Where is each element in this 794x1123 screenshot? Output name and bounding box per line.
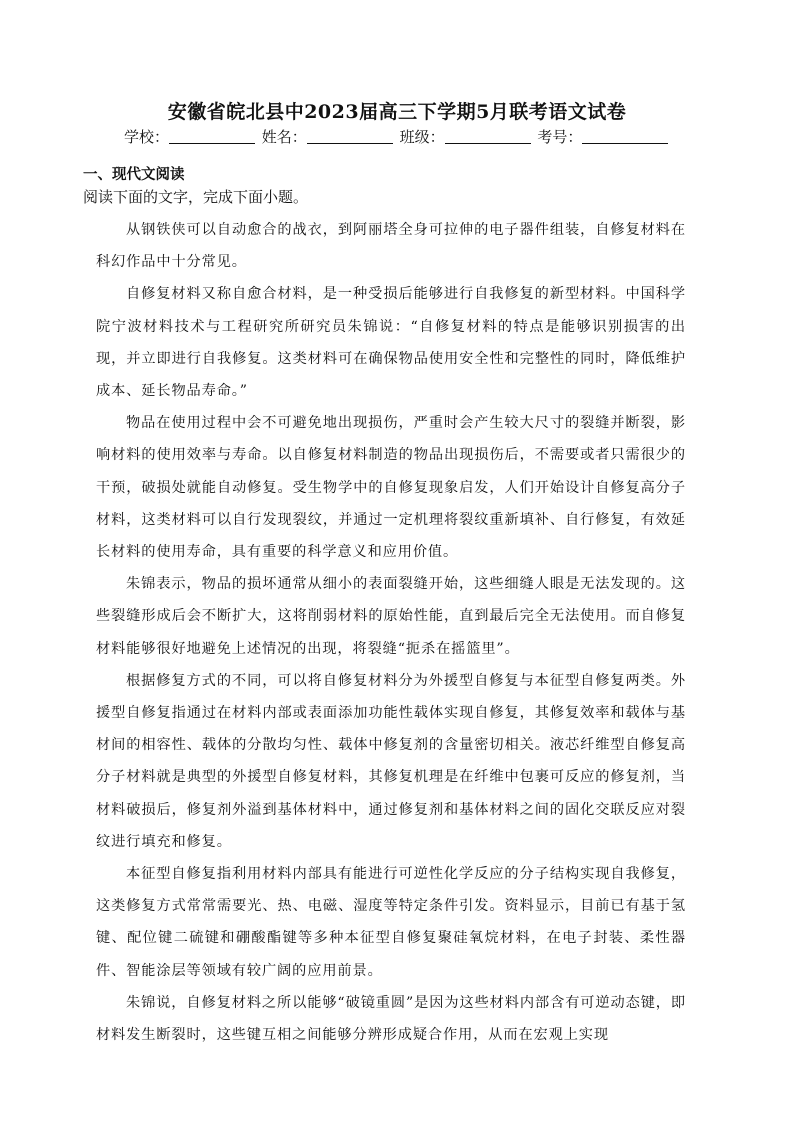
passage-paragraph-7: 朱锦说，自修复材料之所以能够“破镜重圆”是因为这些材料内部含有可逆动态键，即材料发生断裂时，这些键互相之间能够分辨形成疑合作用，从而在宏观上实现	[96, 994, 686, 1044]
passage-paragraph-3: 物品在使用过程中会不可避免地出现损伤，严重时会产生较大尺寸的裂缝并断裂，影响材料的使用效率与寿命。以自修复材料制造的物品出现损伤后，不需要或者只需很少的干预，破损处就能自动修复。受生物学中的自修复现象启发，人们开始设计自修复高分子材料，这类材料可以自行发现裂纹，并通过一定机理将裂纹重新填补、自行修复，有效延长材料的使用寿命，具有重要的科学意义和应用价值。	[96, 415, 686, 561]
class-label: 班级：	[399, 128, 445, 146]
passage-paragraph-5: 根据修复方式的不同，可以将自修复材料分为外援型自修复与本征型自修复两类。外援型自修复指通过在材料内部或表面添加功能性载体实现自修复，其修复效率和载体与基材间的相容性、载体的分散均匀性、载体中修复剂的含量密切相关。液芯纤维型自修复高分子材料就是典型的外援型自修复材料，其修复机理是在纤维中包裹可反应的修复剂，当材料破损后，修复剂外溢到基体材料中，通过修复剂和基体材料之间的固化交联反应对裂纹进行填充和修复。	[96, 672, 686, 850]
passage-paragraph-2: 自修复材料又称自愈合材料，是一种受损后能够进行自我修复的新型材料。中国科学院宁波材料技术与工程研究所研究员朱锦说：“自修复材料的特点是能够识别损害的出现，并立即进行自我修复。这类材料可在确保物品使用安全性和完整性的同时，降低维护成本、延长物品寿命。”	[96, 286, 686, 400]
exam-number-blank[interactable]	[582, 129, 668, 144]
reading-passage	[96, 214, 686, 1051]
passage-paragraph-6: 本征型自修复指利用材料内部具有能进行可逆性化学反应的分子结构实现自我修复，这类修复方式常常需要光、热、电磁、湿度等特定条件引发。资料显示，目前已有基于氢键、配位键二硫键和硼酸酯键等多种本征型自修复聚硅氧烷材料，在电子封装、柔性器件、智能涂层等领域有较广阔的应用前景。	[96, 866, 686, 979]
name-label: 姓名：	[261, 128, 307, 146]
passage-paragraph-1: 从钢铁侠可以自动愈合的战衣，到阿丽塔全身可拉伸的电子器件组装，自修复材料在科幻作品中十分常见。	[96, 222, 686, 271]
school-label: 学校：	[124, 128, 170, 146]
student-info-line	[124, 126, 684, 147]
exam-number-label: 考号：	[537, 128, 583, 146]
section-heading: 一、现代文阅读	[83, 167, 185, 183]
reading-instruction: 阅读下面的文字，完成下面小题。	[83, 188, 309, 206]
school-blank[interactable]	[169, 129, 255, 144]
passage-paragraph-4: 朱锦表示，物品的损坏通常从细小的表面裂缝开始，这些细缝人眼是无法发现的。这些裂缝形成后会不断扩大，这将削弱材料的原始性能，直到最后完全无法使用。而自修复材料能够很好地避免上述情况的出现，将裂缝“扼杀在摇篮里”。	[96, 576, 686, 657]
class-blank[interactable]	[445, 129, 531, 144]
document-title: 安徽省皖北县中2023届高三下学期5月联考语文试卷	[167, 101, 627, 123]
name-blank[interactable]	[307, 129, 393, 144]
